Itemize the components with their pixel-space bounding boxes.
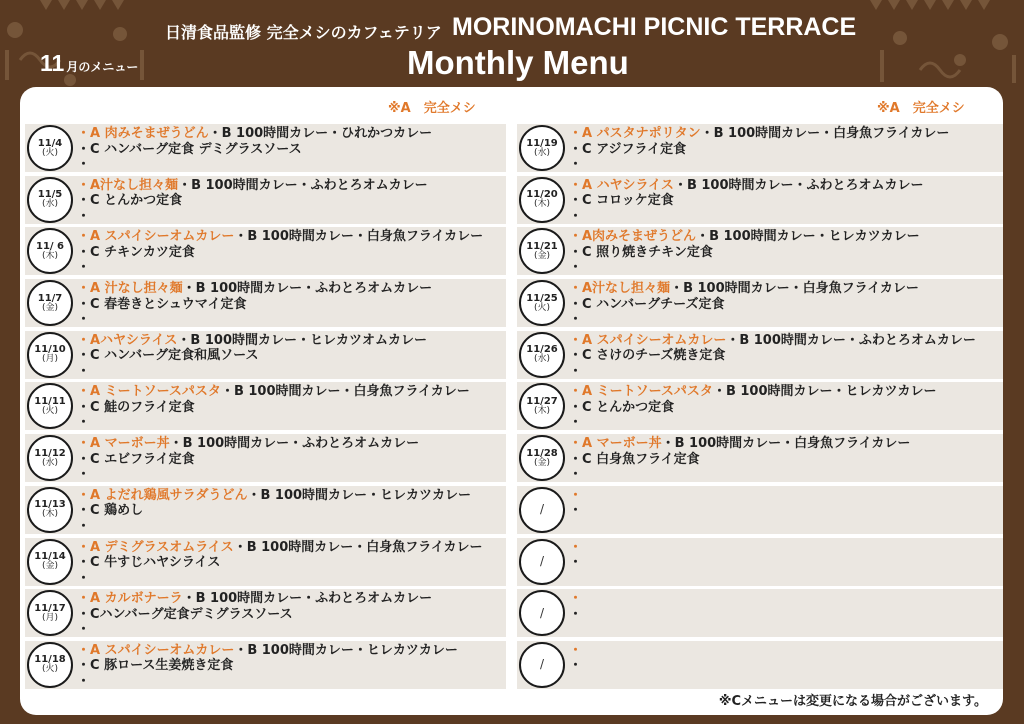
menu-b-item: ・B 100時間カレー・ヒレカツカレー — [696, 229, 920, 245]
menu-line-ab — [569, 384, 937, 400]
footnote: ※Cメニューは変更になる場合がございます。 — [718, 694, 987, 709]
weekday-label: (金) — [533, 250, 551, 261]
date-label: / — [539, 553, 545, 568]
date-circle — [27, 125, 73, 171]
menu-line-ab — [77, 281, 432, 297]
menu-extra-item: ・ — [77, 363, 91, 379]
menu-lines — [569, 643, 582, 674]
weekday-label: (水) — [41, 457, 59, 468]
menu-b-item: ・B 100時間カレー・ヒレカツオムカレー — [177, 332, 427, 348]
date-circle — [27, 383, 73, 429]
date-circle — [519, 539, 565, 585]
weekday-label: (木) — [533, 199, 551, 210]
weekday-label: (火) — [41, 147, 59, 158]
date-circle — [27, 177, 73, 223]
menu-c-item: ・C ハンバーグ定食和風ソース — [77, 348, 259, 364]
menu-b-item: ・B 100時間カレー・白身魚フライカレー — [700, 126, 950, 141]
weekday-label: (木) — [41, 250, 59, 261]
menu-line-ab — [77, 540, 482, 556]
menu-lines — [77, 229, 483, 276]
month-number: 11 — [40, 50, 65, 76]
menu-b-item: ・B 100時間カレー・ふわとろオムカレー — [182, 281, 433, 297]
weekday-label: (水) — [533, 354, 551, 365]
menu-day-row — [517, 124, 1003, 172]
weekday-label: (火) — [533, 302, 551, 313]
menu-line-ab — [569, 591, 582, 607]
date-circle — [519, 435, 565, 481]
date-circle — [519, 228, 565, 274]
menu-extra-item: ・ — [77, 415, 91, 431]
menu-a-item: ・A マーボー丼 — [569, 436, 662, 452]
weekday-label: (金) — [41, 302, 59, 313]
menu-a-item: ・A ミートソースパスタ — [569, 384, 713, 400]
menu-day-row — [25, 124, 506, 172]
menu-lines — [569, 384, 937, 431]
menu-day-row — [25, 331, 506, 379]
menu-day-row — [25, 538, 506, 586]
menu-a-item: ・A よだれ鶏風サラダうどん — [77, 487, 248, 503]
menu-day-row — [25, 176, 506, 224]
menu-a-item: ・ — [569, 487, 583, 503]
menu-a-item: ・A スパイシーオムカレー — [77, 642, 235, 658]
date-label: 11/25 — [526, 292, 558, 304]
date-label: 11/10 — [34, 344, 66, 356]
menu-c-item: ・C 豚ロース生姜焼き定食 — [77, 658, 234, 674]
menu-a-item: ・ — [569, 539, 583, 555]
date-circle — [27, 642, 73, 688]
menu-lines — [77, 178, 428, 225]
date-circle — [519, 332, 565, 378]
menu-extra-item: ・ — [569, 467, 583, 483]
menu-day-row — [25, 382, 506, 430]
menu-b-item: ・B 100時間カレー・ヒレカツカレー — [247, 487, 472, 503]
menu-extra-item: ・ — [77, 260, 91, 276]
menu-b-item: ・B 100時間カレー・白身魚フライカレー — [233, 539, 483, 555]
menu-day-row — [517, 641, 1003, 689]
month-label — [40, 50, 138, 77]
date-label: / — [539, 657, 545, 672]
weekday-label: (月) — [41, 354, 59, 365]
menu-c-item: ・ — [569, 555, 583, 570]
date-label: 11/26 — [526, 344, 558, 356]
menu-a-item: ・A汁なし担々麺 — [77, 177, 179, 193]
menu-lines — [569, 333, 976, 380]
menu-c-item: ・Cハンバーグ定食デミグラスソース — [77, 606, 293, 622]
menu-a-item: ・A ハヤシライス — [569, 177, 674, 193]
weekday-label: (金) — [533, 457, 551, 468]
date-circle — [519, 590, 565, 636]
menu-lines — [77, 643, 458, 690]
weekday-label: (水) — [41, 199, 59, 210]
menu-c-item: ・C 照り焼きチキン定食 — [569, 244, 713, 260]
a-legend-left: ※A 完全メシ — [388, 101, 476, 116]
menu-c-item: ・C 白身魚フライ定食 — [569, 451, 700, 467]
date-label: 11/27 — [526, 395, 558, 407]
menu-c-item: ・ — [569, 658, 583, 674]
menu-day-row — [517, 176, 1003, 224]
menu-day-row — [517, 331, 1003, 379]
date-label: / — [539, 605, 545, 620]
menu-extra-item: ・ — [569, 260, 583, 276]
menu-line-ab — [77, 591, 432, 607]
menu-lines — [77, 436, 419, 483]
menu-b-item: ・B 100時間カレー・ヒレカツカレー — [712, 384, 937, 400]
menu-day-row — [25, 434, 506, 482]
menu-lines — [77, 540, 482, 587]
date-circle — [27, 435, 73, 481]
menu-extra-item: ・ — [77, 673, 91, 689]
menu-lines — [77, 126, 432, 173]
date-label: / — [539, 502, 545, 517]
menu-line-ab — [77, 333, 427, 349]
menu-extra-item: ・ — [569, 157, 583, 172]
menu-day-row — [25, 486, 506, 534]
menu-c-item: ・ — [569, 606, 583, 622]
date-circle — [519, 280, 565, 326]
menu-line-ab — [77, 126, 432, 142]
date-label: 11/14 — [34, 551, 66, 563]
menu-a-item: ・A 肉みそまぜうどん — [77, 126, 209, 141]
weekday-label: (火) — [41, 405, 59, 416]
menu-day-row — [517, 279, 1003, 327]
menu-lines — [569, 229, 920, 276]
menu-b-item: ・B 100時間カレー・ふわとろオムカレー — [673, 177, 924, 193]
date-label: 11/4 — [37, 137, 63, 149]
date-circle — [519, 125, 565, 171]
menu-b-item: ・B 100時間カレー・白身魚フライカレー — [661, 436, 911, 452]
menu-lines — [77, 488, 471, 535]
menu-day-row — [25, 279, 506, 327]
menu-c-item: ・C とんかつ定食 — [77, 193, 183, 209]
menu-a-item: ・A ミートソースパスタ — [77, 384, 221, 400]
menu-a-item: ・A パスタナポリタン — [569, 126, 701, 141]
date-label: 11/17 — [34, 602, 66, 614]
header-subtitle: 日清食品監修 完全メシのカフェテリア — [165, 23, 442, 42]
menu-lines — [569, 591, 582, 622]
menu-line-ab — [77, 384, 470, 400]
date-circle — [27, 590, 73, 636]
menu-extra-item: ・ — [77, 208, 91, 224]
page-title: Monthly Menu — [407, 44, 629, 81]
menu-line-ab — [569, 436, 910, 452]
date-label: 11/19 — [526, 137, 558, 149]
weekday-label: (木) — [41, 509, 59, 520]
menu-extra-item: ・ — [569, 208, 583, 224]
restaurant-name: MORINOMACHI PICNIC TERRACE — [452, 13, 857, 41]
menu-c-item: ・C さけのチーズ焼き定食 — [569, 348, 726, 364]
date-label: 11/12 — [34, 447, 66, 459]
menu-c-item: ・C 鶏めし — [77, 503, 144, 519]
date-label: 11/18 — [34, 654, 66, 666]
weekday-label: (月) — [41, 612, 59, 623]
menu-day-row — [25, 641, 506, 689]
menu-a-item: ・A デミグラスオムライス — [77, 539, 234, 555]
date-label: 11/11 — [34, 395, 66, 407]
menu-extra-item: ・ — [77, 312, 91, 328]
menu-day-row — [517, 382, 1003, 430]
menu-b-item: ・B 100時間カレー・白身魚フライカレー — [220, 384, 470, 400]
menu-lines — [77, 281, 432, 328]
menu-lines — [569, 281, 919, 328]
menu-line-ab — [77, 643, 458, 659]
menu-line-ab — [569, 540, 582, 556]
weekday-label: (火) — [41, 664, 59, 675]
menu-c-item: ・C 牛すじハヤシライス — [77, 555, 221, 570]
date-circle — [27, 228, 73, 274]
menu-c-item: ・ — [569, 503, 583, 519]
weekday-label: (木) — [533, 405, 551, 416]
menu-line-ab — [77, 436, 419, 452]
a-legend-right: ※A 完全メシ — [877, 101, 965, 116]
date-circle — [519, 177, 565, 223]
date-label: 11/ 6 — [35, 240, 64, 252]
menu-line-ab — [569, 643, 582, 659]
menu-lines — [569, 488, 582, 519]
menu-b-item: ・B 100時間カレー・白身魚フライカレー — [670, 281, 919, 297]
menu-line-ab — [569, 126, 949, 142]
menu-lines — [569, 178, 924, 225]
menu-day-row — [517, 589, 1003, 637]
menu-day-row — [517, 227, 1003, 275]
menu-line-ab — [569, 333, 976, 349]
menu-a-item: ・A スパイシーオムカレー — [77, 229, 235, 245]
menu-b-item: ・B 100時間カレー・ふわとろオムカレー — [182, 591, 433, 607]
date-circle — [27, 487, 73, 533]
menu-extra-item: ・ — [569, 363, 583, 379]
menu-a-item: ・A肉みそまぜうどん — [569, 229, 697, 245]
menu-c-item: ・C 鮭のフライ定食 — [77, 399, 195, 415]
menu-b-item: ・B 100時間カレー・ふわとろオムカレー — [169, 436, 420, 452]
menu-extra-item: ・ — [77, 622, 91, 638]
menu-c-item: ・C とんかつ定食 — [569, 399, 675, 415]
menu-extra-item: ・ — [77, 518, 91, 534]
date-label: 11/21 — [526, 240, 558, 252]
menu-lines — [569, 126, 949, 173]
menu-c-item: ・C 春巻きとシュウマイ定食 — [77, 296, 247, 312]
menu-line-ab — [77, 488, 471, 504]
date-circle — [27, 539, 73, 585]
menu-extra-item: ・ — [77, 570, 91, 586]
menu-line-ab — [569, 229, 920, 245]
date-circle — [27, 280, 73, 326]
right-column — [517, 124, 1003, 693]
menu-line-ab — [77, 229, 483, 245]
menu-line-ab — [569, 488, 582, 504]
menu-a-item: ・A マーボー丼 — [77, 436, 170, 452]
menu-a-item: ・A 汁なし担々麺 — [77, 281, 183, 297]
menu-c-item: ・C チキンカツ定食 — [77, 244, 195, 260]
menu-day-row — [517, 434, 1003, 482]
menu-lines — [77, 591, 432, 638]
menu-lines — [569, 436, 910, 483]
date-label: 11/13 — [34, 499, 66, 511]
menu-day-row — [25, 589, 506, 637]
menu-b-item: ・B 100時間カレー・ヒレカツカレー — [234, 642, 458, 658]
menu-lines — [569, 540, 582, 571]
menu-a-item: ・Aハヤシライス — [77, 332, 178, 348]
menu-b-item: ・B 100時間カレー・ふわとろオムカレー — [726, 332, 976, 348]
menu-c-item: ・C コロッケ定食 — [569, 193, 674, 209]
date-circle — [519, 487, 565, 533]
left-column — [25, 124, 506, 693]
header — [0, 0, 1024, 88]
menu-c-item: ・C アジフライ定食 — [569, 141, 687, 157]
date-label: 11/20 — [526, 189, 558, 201]
date-circle — [27, 332, 73, 378]
menu-a-item: ・A スパイシーオムカレー — [569, 332, 727, 348]
date-label: 11/28 — [526, 447, 558, 459]
menu-panel — [20, 87, 1003, 715]
menu-day-row — [25, 227, 506, 275]
menu-a-item: ・ — [569, 591, 583, 607]
menu-b-item: ・B 100時間カレー・白身魚フライカレー — [234, 229, 484, 245]
menu-day-row — [517, 538, 1003, 586]
month-suffix: 月のメニュー — [66, 60, 139, 74]
date-circle — [519, 383, 565, 429]
menu-b-item: ・B 100時間カレー・ひれかつカレー — [208, 126, 433, 141]
weekday-label: (金) — [41, 561, 59, 572]
menu-line-ab — [569, 178, 924, 194]
date-label: 11/5 — [37, 189, 63, 201]
menu-a-item: ・A カルボナーラ — [77, 591, 183, 607]
menu-extra-item: ・ — [77, 157, 91, 172]
menu-a-item: ・A汁なし担々麺 — [569, 281, 671, 297]
menu-c-item: ・C エビフライ定食 — [77, 451, 195, 467]
menu-lines — [77, 384, 470, 431]
menu-c-item: ・C ハンバーグチーズ定食 — [569, 296, 725, 312]
menu-c-item: ・C ハンバーグ定食 デミグラスソース — [77, 141, 302, 157]
menu-day-row — [517, 486, 1003, 534]
menu-lines — [77, 333, 427, 380]
menu-line-ab — [77, 178, 428, 194]
menu-b-item: ・B 100時間カレー・ふわとろオムカレー — [178, 177, 428, 193]
date-circle — [519, 642, 565, 688]
menu-line-ab — [569, 281, 919, 297]
menu-extra-item: ・ — [569, 312, 583, 328]
menu-a-item: ・ — [569, 642, 583, 658]
date-label: 11/7 — [37, 292, 63, 304]
weekday-label: (水) — [533, 147, 551, 158]
menu-extra-item: ・ — [569, 415, 583, 431]
menu-extra-item: ・ — [77, 467, 91, 483]
